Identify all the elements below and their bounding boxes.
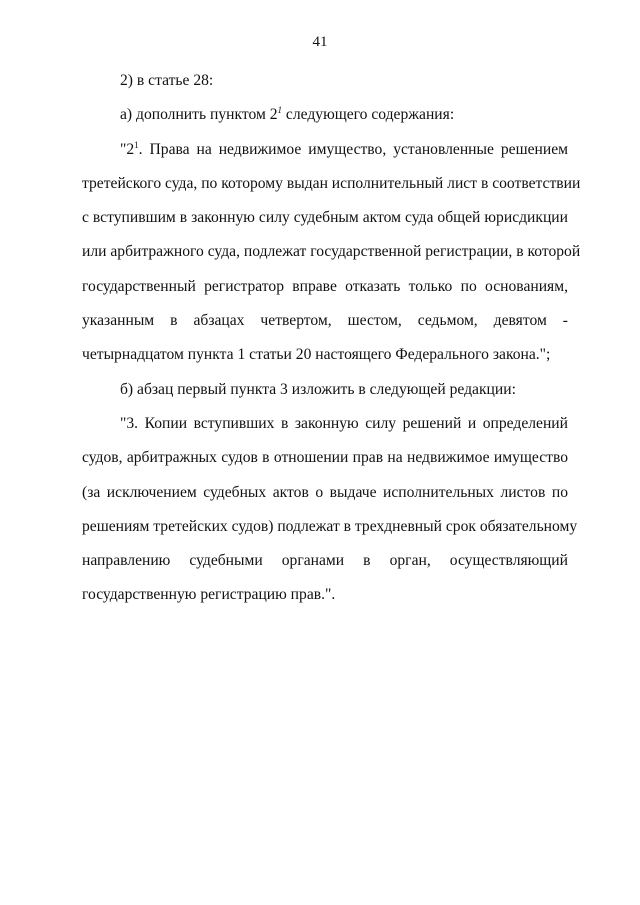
quoted-point-3 <box>82 407 578 613</box>
paragraph-add-point-text-end: следующего содержания: <box>282 106 455 124</box>
document-body <box>82 64 581 613</box>
superscript: 1 <box>277 105 283 116</box>
paragraph-article-28: 2) в статье 28: <box>120 72 214 89</box>
superscript: 1 <box>134 139 139 150</box>
paragraph-point-3: б) абзац первый пункта 3 изложить в следующей редакции: <box>120 380 516 398</box>
paragraph-add-point-text: а) дополнить пунктом 2 <box>120 106 278 124</box>
quote-line: третейского суда, по которому выдан исполнительный лист в соответствии <box>82 174 581 192</box>
quote-open: "2 <box>120 140 135 158</box>
quote-line: направлению судебными органами в орган, осуществляющий <box>82 552 568 570</box>
quote-line: решениям третейских судов) подлежат в трехдневный срок обязательному <box>82 517 578 535</box>
quote-line: с вступившим в законную силу судебным актом суда общей юрисдикции <box>82 209 568 227</box>
quote-line: судов, арбитражных судов в отношении прав на недвижимое имущество <box>82 449 568 467</box>
quote-line: указанным в абзацах четвертом, шестом, седьмом, девятом - <box>82 312 568 330</box>
quote-line: государственную регистрацию прав.". <box>82 586 336 604</box>
quoted-point-2-1 <box>82 133 581 373</box>
quote-line: государственный регистратор вправе отказать только по основаниям, <box>82 277 568 295</box>
quote-line <box>82 133 568 167</box>
page-number: 41 <box>312 34 328 50</box>
quote-line: (за исключением судебных актов о выдаче исполнительных листов по <box>82 483 568 501</box>
quote-line: четырнадцатом пункта 1 статьи 20 настоящего Федерального закона."; <box>82 346 551 364</box>
quote-line-text: . Права на недвижимое имущество, установленные решением <box>138 140 568 158</box>
quote-line: "3. Копии вступивших в законную силу решений и определений <box>120 414 568 432</box>
paragraph-add-point <box>82 98 568 132</box>
quote-line: или арбитражного суда, подлежат государственной регистрации, в которой <box>82 243 581 261</box>
